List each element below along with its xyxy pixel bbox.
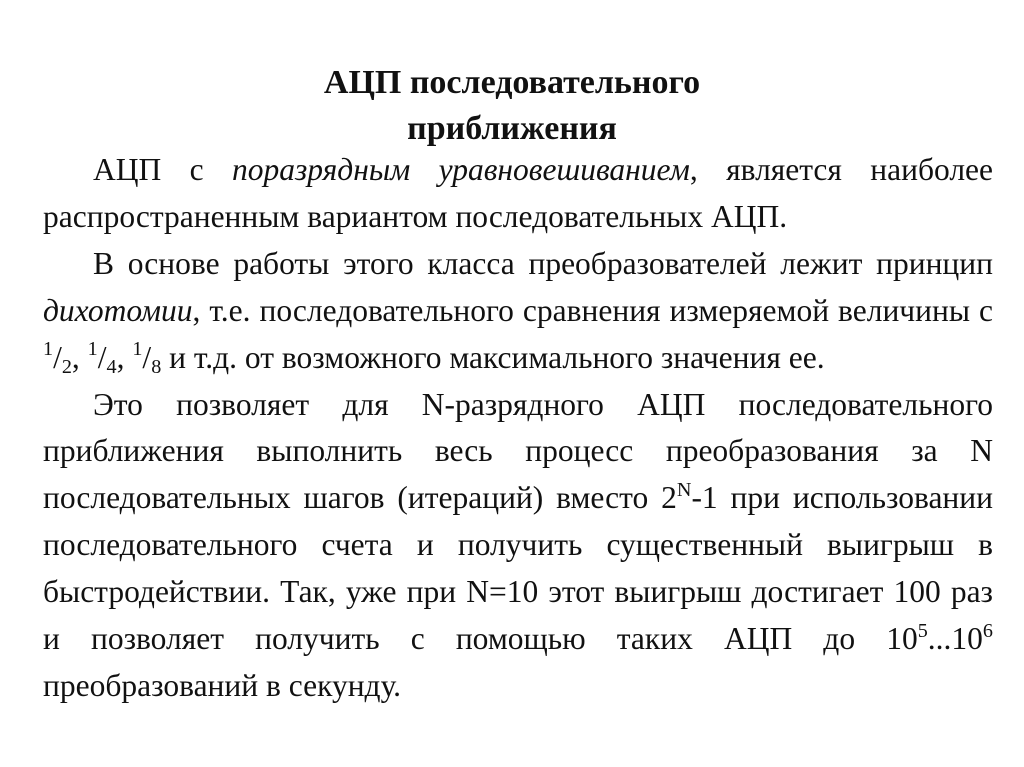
p2-text-b: , т.е. последовательного сравнения измеряемой величины с	[192, 292, 993, 328]
p2-emphasis: дихотомии	[43, 292, 193, 328]
p1-emphasis: поразрядным уравновешиванием	[232, 152, 690, 187]
p2-sep-1: ,	[71, 339, 88, 375]
fraction-eighth-sep: /	[142, 339, 152, 375]
fraction-half-sep: /	[53, 339, 62, 375]
fraction-quarter	[87, 338, 117, 379]
exponent-n: N	[676, 478, 692, 501]
title-line-2: приближения	[407, 110, 617, 147]
exponent-6: 6	[982, 619, 993, 642]
exponent-5: 5	[917, 619, 928, 642]
paragraph-1	[43, 147, 993, 241]
fraction-half-num: 1	[43, 338, 54, 361]
fraction-eighth-den: 8	[151, 356, 162, 379]
p3-text-d: преобразований в секунду.	[43, 667, 402, 703]
fraction-quarter-num: 1	[87, 338, 98, 361]
p1-text-a: АЦП с	[93, 152, 233, 187]
p3-text-b: -1 при использовании последовательного счета и получить существенный выигрыш в быстродействии. Так, уже при N=10 этот выигрыш достигает 100 раз и позволяет получить с помощью таких АЦП до 10	[43, 480, 994, 657]
p3-text-c: ...10	[927, 621, 983, 657]
fraction-half-den: 2	[61, 356, 72, 379]
fraction-quarter-sep: /	[97, 339, 107, 375]
p2-sep-2: ,	[116, 339, 133, 375]
p3-text-a: Это позволяет для N-разрядного АЦП последовательного приближения выполнить весь процесс преобразования за N последовательных шагов (итераций) вместо 2	[43, 386, 993, 516]
fraction-eighth-num: 1	[132, 338, 143, 361]
fraction-half	[43, 338, 72, 379]
p2-text-a: В основе работы этого класса преобразователей лежит принцип	[93, 245, 993, 281]
p2-text-c: и т.д. от возможного максимального значения ее.	[161, 339, 825, 375]
fraction-eighth	[132, 338, 162, 379]
slide-title	[0, 60, 1024, 152]
p1-text-b: , является наиболее распространенным вариантом последовательных АЦП.	[43, 152, 994, 234]
paragraph-2	[43, 241, 993, 382]
slide-body	[43, 147, 993, 710]
title-line-1: АЦП последовательного	[323, 64, 701, 101]
fraction-quarter-den: 4	[106, 356, 117, 379]
paragraph-3	[43, 382, 993, 710]
